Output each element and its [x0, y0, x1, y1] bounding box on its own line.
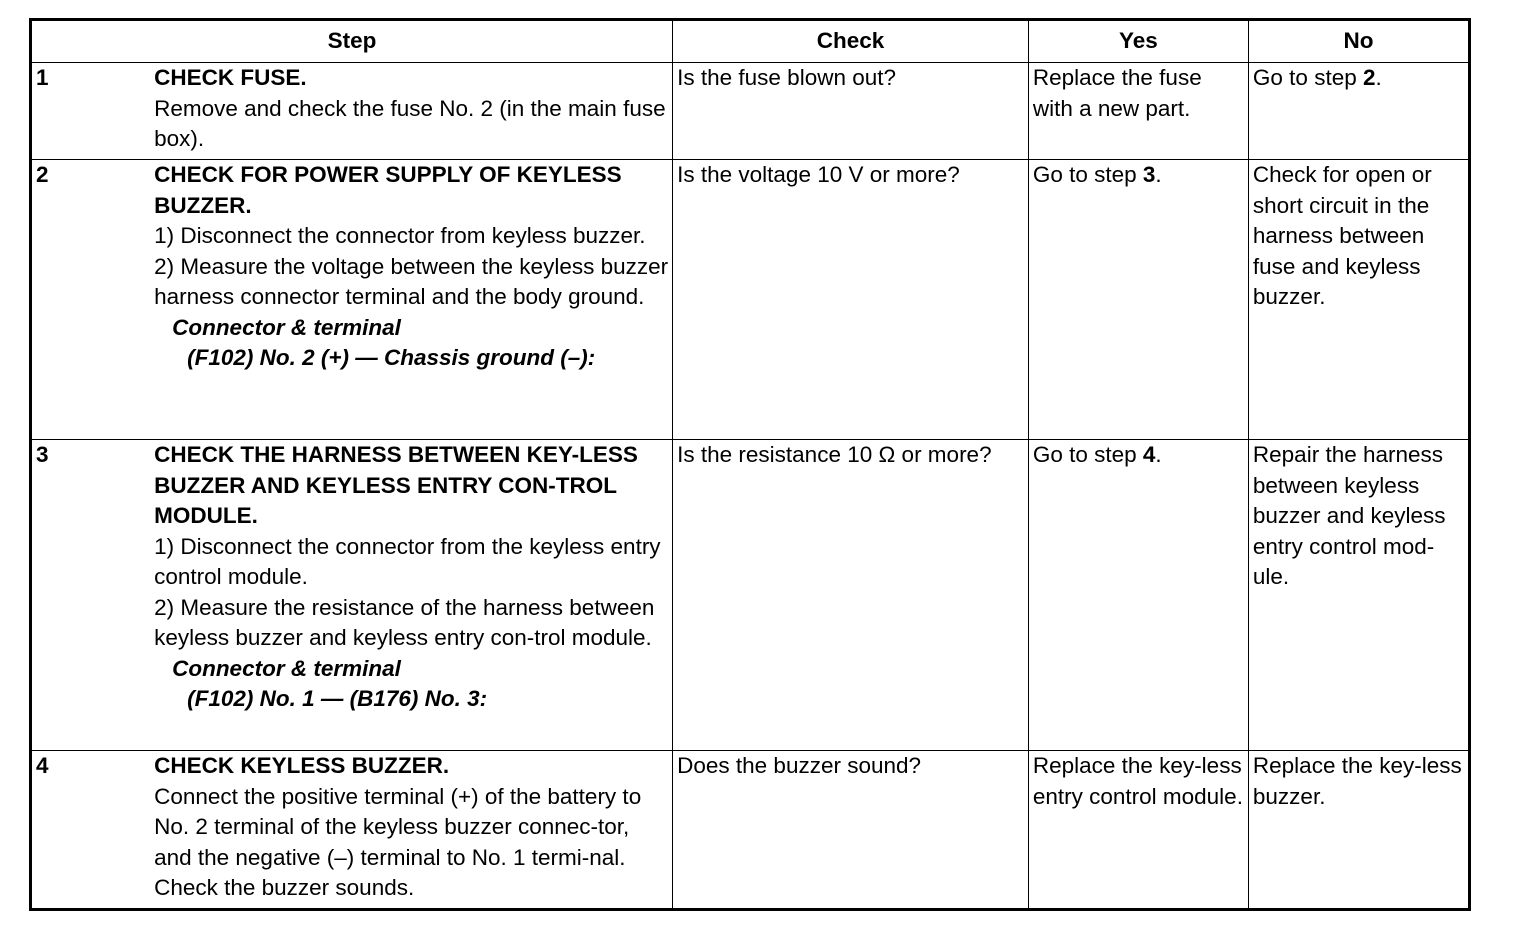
header-step: Step	[31, 20, 673, 63]
no-step-ref: 2	[1362, 65, 1376, 90]
step-instruction: 2) Measure the resistance of the harness between keyless buzzer and keyless entry con-trol module.	[154, 594, 655, 650]
table-row	[31, 160, 1470, 440]
step-instruction: Remove and check the fuse No. 2 (in the main fuse box).	[154, 95, 666, 151]
connector-label: Connector & terminal	[172, 655, 401, 681]
yes-cell	[1028, 440, 1248, 751]
connector-value: (F102) No. 1 — (B176) No. 3:	[187, 686, 488, 711]
step-title: CHECK FUSE.	[154, 65, 307, 90]
check-cell: Does the buzzer sound?	[673, 751, 1029, 910]
step-title: CHECK FOR POWER SUPPLY OF KEYLESS BUZZER.	[154, 162, 622, 218]
check-cell: Is the fuse blown out?	[673, 63, 1029, 160]
yes-prefix: Go to step	[1032, 162, 1143, 187]
connector-value: (F102) No. 2 (+) — Chassis ground (–):	[187, 345, 596, 370]
yes-step-ref: 3	[1142, 162, 1156, 187]
table-row	[31, 751, 1470, 910]
table-row	[31, 63, 1470, 160]
check-cell: Is the resistance 10 Ω or more?	[673, 440, 1029, 751]
yes-suffix: .	[1155, 442, 1162, 467]
step-instruction: 1) Disconnect the connector from keyless buzzer.	[154, 223, 646, 248]
header-yes: Yes	[1028, 20, 1248, 63]
yes-cell: Replace the fuse with a new part.	[1028, 63, 1248, 160]
no-cell: Replace the key-less buzzer.	[1248, 751, 1469, 910]
step-instruction: 1) Disconnect the connector from the keyless entry control module.	[154, 533, 661, 589]
step-number: 4	[31, 751, 151, 910]
check-cell: Is the voltage 10 V or more?	[673, 160, 1029, 440]
step-number: 2	[31, 160, 151, 440]
table-row	[31, 440, 1470, 751]
header-check: Check	[673, 20, 1029, 63]
step-description	[150, 160, 673, 440]
step-instruction: Connect the positive terminal (+) of the battery to No. 2 terminal of the keyless buzzer connec-tor, and the negative (–) terminal to No. 1 termi-nal. Check the buzzer sounds.	[154, 783, 642, 900]
step-title: CHECK THE HARNESS BETWEEN KEY-LESS BUZZER AND KEYLESS ENTRY CON-TROL MODULE.	[154, 442, 638, 528]
step-description	[150, 440, 673, 751]
step-description	[150, 63, 673, 160]
step-number: 1	[31, 63, 151, 160]
yes-cell	[1028, 160, 1248, 440]
header-row	[31, 20, 1470, 63]
no-cell	[1248, 63, 1469, 160]
no-prefix: Go to step	[1252, 65, 1363, 90]
diagnostic-table	[29, 18, 1471, 911]
yes-step-ref: 4	[1142, 442, 1156, 467]
no-suffix: .	[1375, 65, 1382, 90]
no-cell: Repair the harness between keyless buzzer and keyless entry control mod-ule.	[1248, 440, 1469, 751]
yes-suffix: .	[1155, 162, 1162, 187]
yes-cell: Replace the key-less entry control module.	[1028, 751, 1248, 910]
step-instruction: 2) Measure the voltage between the keyless buzzer harness connector terminal and the body ground.	[154, 253, 669, 309]
connector-label: Connector & terminal	[172, 314, 401, 340]
no-cell: Check for open or short circuit in the harness between fuse and keyless buzzer.	[1248, 160, 1469, 440]
step-number: 3	[31, 440, 151, 751]
step-title: CHECK KEYLESS BUZZER.	[154, 753, 450, 778]
step-description	[150, 751, 673, 910]
yes-prefix: Go to step	[1032, 442, 1143, 467]
header-no: No	[1248, 20, 1469, 63]
